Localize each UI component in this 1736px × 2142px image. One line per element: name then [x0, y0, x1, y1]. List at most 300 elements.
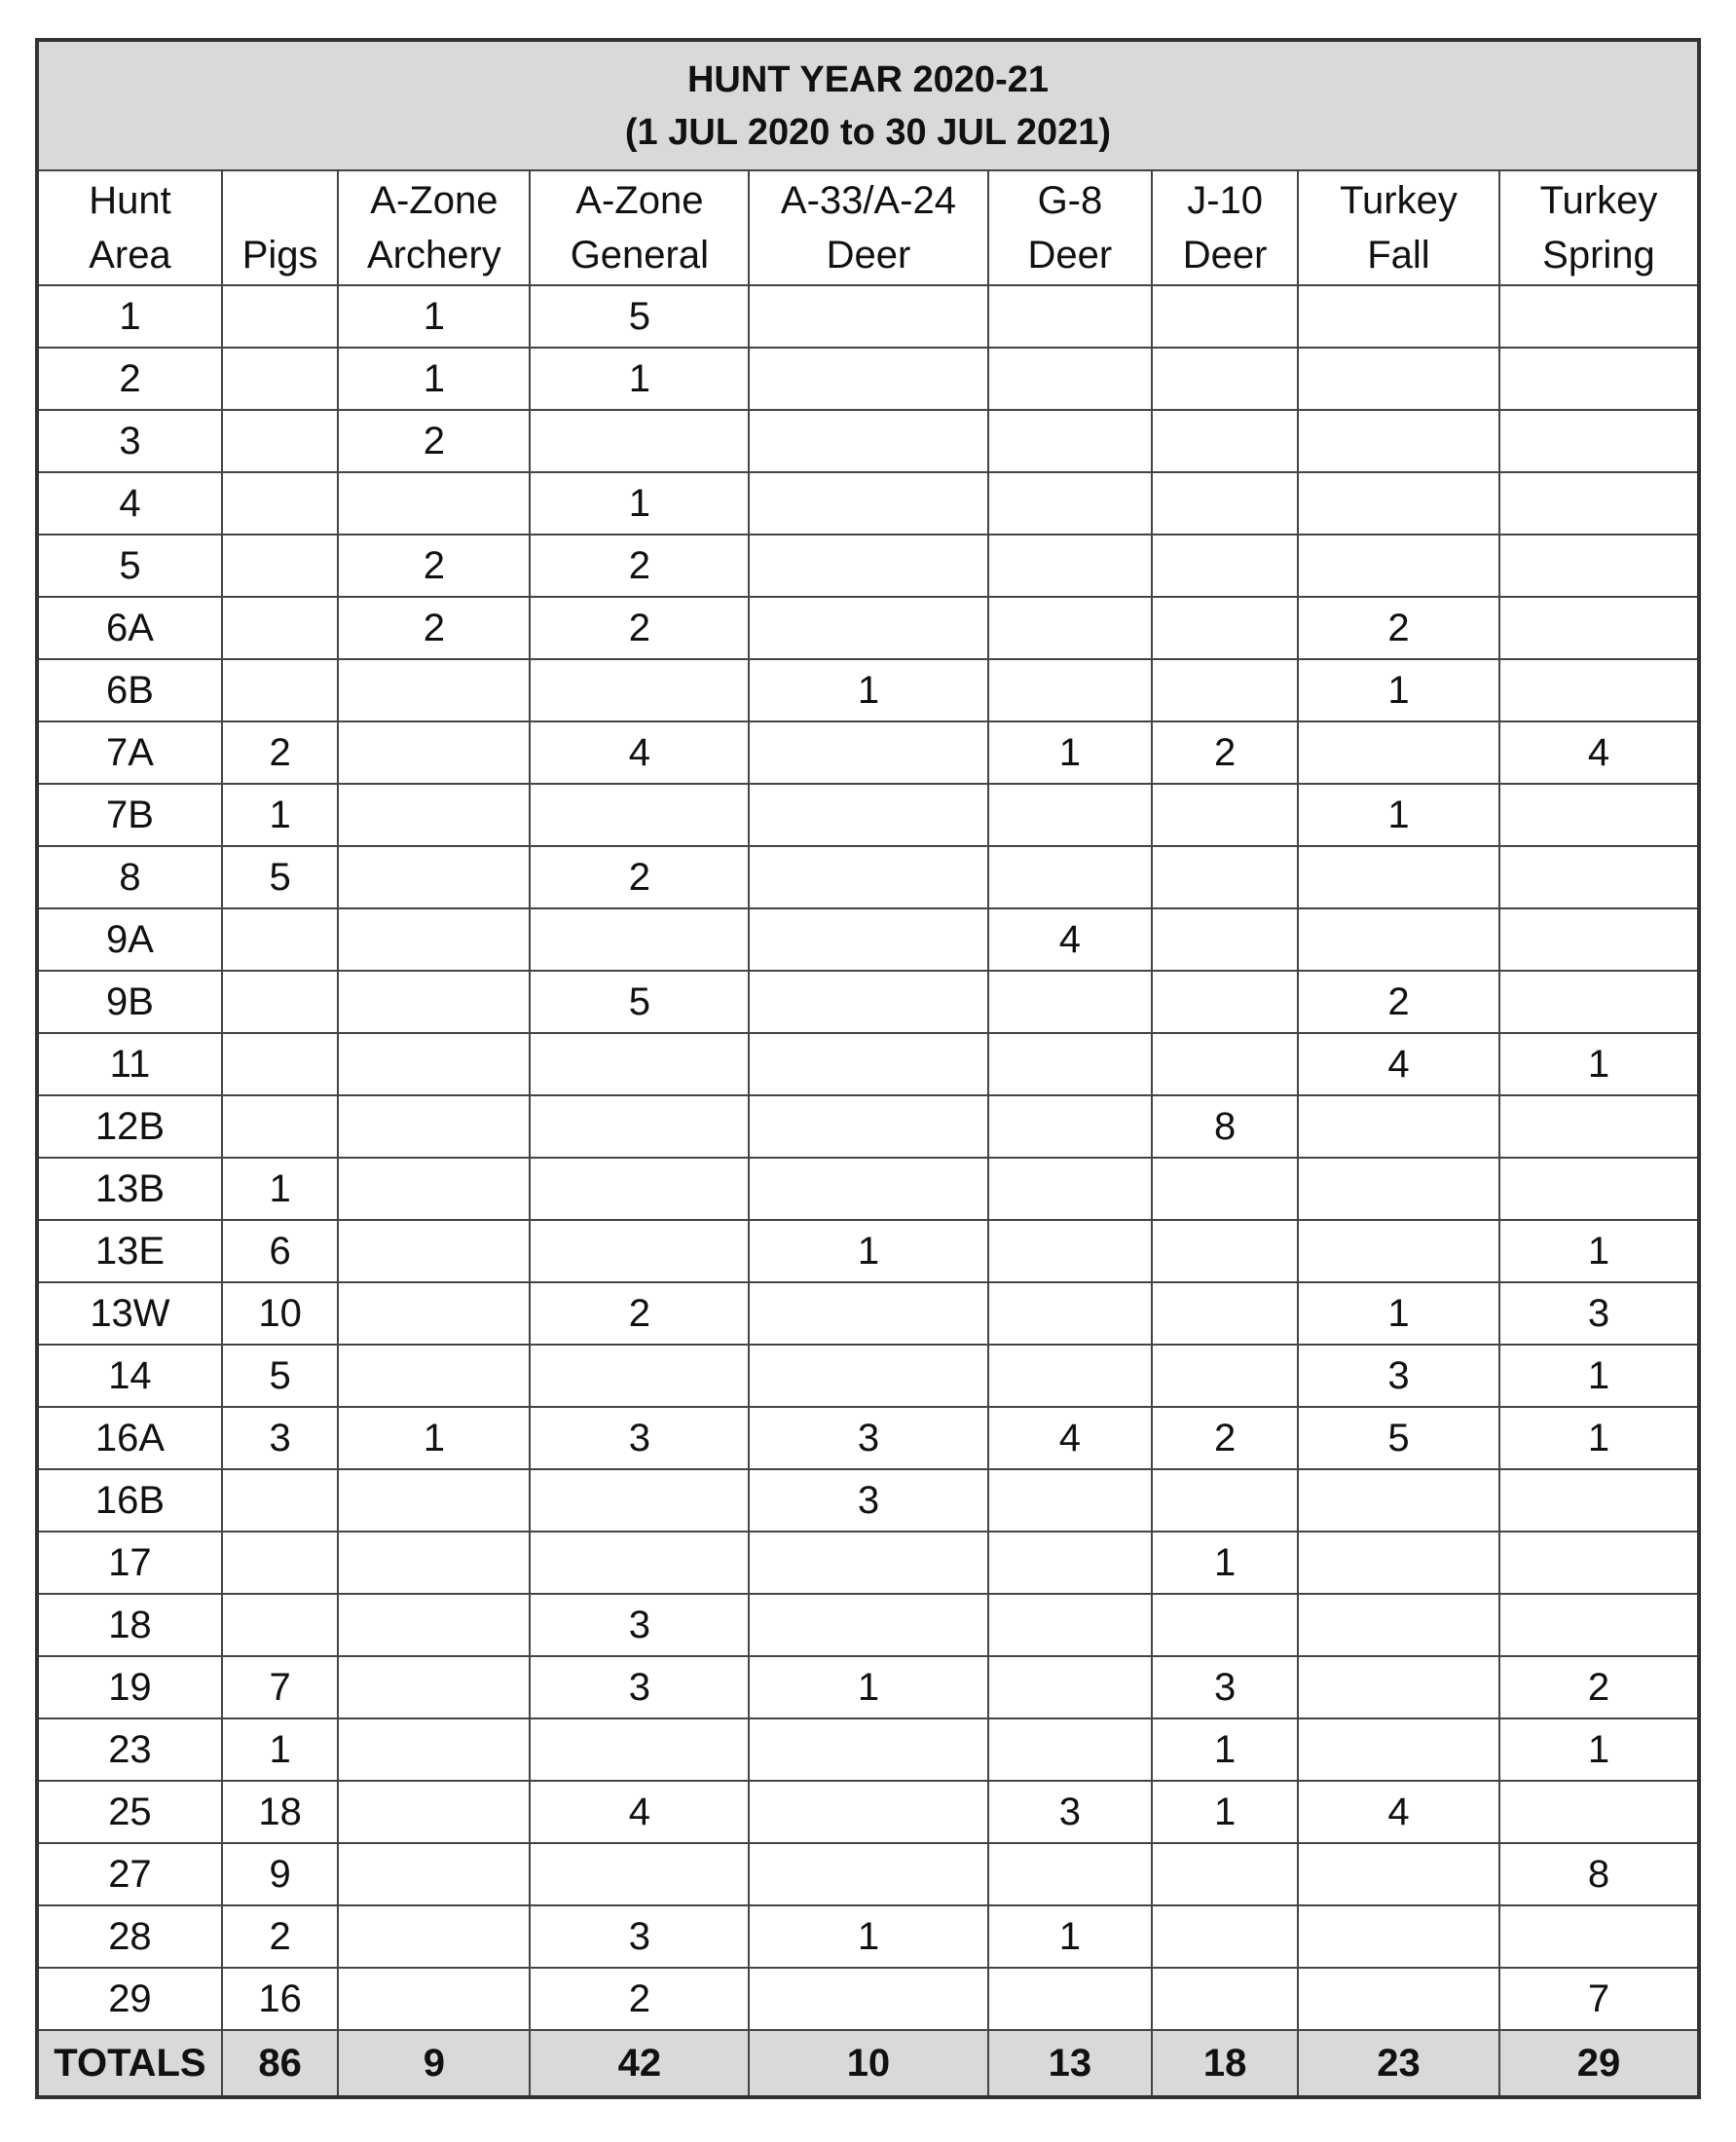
table-cell	[222, 1033, 339, 1095]
table-cell	[338, 659, 530, 721]
table-row	[37, 1843, 1699, 1905]
table-cell: 1	[1499, 1345, 1699, 1407]
table-cell: 3	[988, 1781, 1153, 1843]
hunt-area-cell: 7B	[37, 784, 222, 846]
table-cell	[222, 908, 339, 971]
column-header-line2: General	[570, 234, 709, 277]
table-cell	[338, 1095, 530, 1158]
column-header-line2: Deer	[826, 234, 911, 277]
column-header-row	[37, 170, 1699, 285]
table-cell	[222, 285, 339, 348]
table-cell	[988, 597, 1153, 659]
column-header-line2: Pigs	[241, 234, 318, 277]
table-cell	[988, 1718, 1153, 1781]
hunt-area-cell: 5	[37, 535, 222, 597]
hunt-area-cell: 11	[37, 1033, 222, 1095]
table-cell	[1152, 285, 1298, 348]
table-cell	[988, 1282, 1153, 1345]
table-row	[37, 1282, 1699, 1345]
hunt-area-cell: 12B	[37, 1095, 222, 1158]
table-cell	[338, 1532, 530, 1594]
table-cell	[749, 410, 987, 472]
table-cell	[749, 535, 987, 597]
table-cell: 3	[530, 1905, 749, 1968]
table-cell	[222, 1594, 339, 1656]
table-cell	[222, 1532, 339, 1594]
column-header	[988, 170, 1153, 285]
table-cell	[1152, 1594, 1298, 1656]
table-cell: 5	[530, 285, 749, 348]
table-cell	[338, 1656, 530, 1718]
table-cell: 3	[530, 1656, 749, 1718]
hunt-area-cell: 18	[37, 1594, 222, 1656]
table-cell	[1298, 846, 1499, 908]
table-cell: 5	[1298, 1407, 1499, 1469]
totals-label: TOTALS	[37, 2030, 222, 2097]
table-cell: 9	[222, 1843, 339, 1905]
table-cell	[1298, 410, 1499, 472]
column-header-line1: A-Zone	[370, 179, 499, 222]
table-cell	[988, 1656, 1153, 1718]
table-cell: 7	[1499, 1968, 1699, 2030]
table-row	[37, 1158, 1699, 1220]
column-header-line1: A-Zone	[575, 179, 704, 222]
table-cell	[1499, 1158, 1699, 1220]
totals-cell: 29	[1499, 2030, 1699, 2097]
hunt-area-cell: 29	[37, 1968, 222, 2030]
table-cell: 5	[530, 971, 749, 1033]
table-cell: 3	[530, 1407, 749, 1469]
table-cell	[988, 1532, 1153, 1594]
table-cell: 4	[988, 1407, 1153, 1469]
table-cell	[1298, 1095, 1499, 1158]
table-cell: 1	[1152, 1781, 1298, 1843]
table-cell: 1	[749, 1220, 987, 1282]
column-header-line2: Deer	[1027, 234, 1113, 277]
table-cell	[988, 410, 1153, 472]
table-cell	[338, 472, 530, 535]
column-header-line2: Fall	[1367, 234, 1430, 277]
table-row	[37, 597, 1699, 659]
table-cell	[338, 1594, 530, 1656]
table-cell	[1499, 1781, 1699, 1843]
table-cell: 5	[222, 846, 339, 908]
table-cell	[749, 846, 987, 908]
table-cell: 4	[1298, 1781, 1499, 1843]
table-cell	[338, 1282, 530, 1345]
column-header	[1298, 170, 1499, 285]
table-cell	[749, 721, 987, 784]
table-cell: 2	[338, 597, 530, 659]
table-cell	[1152, 1158, 1298, 1220]
table-row	[37, 1220, 1699, 1282]
hunt-area-cell: 6B	[37, 659, 222, 721]
table-cell	[338, 721, 530, 784]
table-cell	[530, 1033, 749, 1095]
table-cell: 2	[1152, 721, 1298, 784]
table-cell: 6	[222, 1220, 339, 1282]
table-cell	[1152, 659, 1298, 721]
hunt-year-table	[35, 38, 1701, 2099]
table-cell: 2	[530, 1968, 749, 2030]
hunt-area-cell: 13W	[37, 1282, 222, 1345]
table-cell: 2	[338, 410, 530, 472]
table-cell	[1298, 908, 1499, 971]
table-cell	[338, 1781, 530, 1843]
table-cell	[988, 1469, 1153, 1532]
table-cell	[988, 1158, 1153, 1220]
table-cell	[749, 784, 987, 846]
table-cell: 10	[222, 1282, 339, 1345]
table-cell: 1	[222, 784, 339, 846]
hunt-area-cell: 8	[37, 846, 222, 908]
column-header	[338, 170, 530, 285]
table-cell: 8	[1152, 1095, 1298, 1158]
table-cell	[988, 846, 1153, 908]
table-cell: 1	[530, 472, 749, 535]
table-cell	[749, 1718, 987, 1781]
table-cell	[1152, 1905, 1298, 1968]
table-cell	[338, 1905, 530, 1968]
column-header-line2: Area	[89, 234, 171, 277]
table-cell	[1499, 535, 1699, 597]
title-line-1: HUNT YEAR 2020-21	[686, 58, 1049, 100]
table-cell: 7	[222, 1656, 339, 1718]
table-cell	[1298, 1220, 1499, 1282]
table-cell	[530, 1718, 749, 1781]
hunt-area-cell: 17	[37, 1532, 222, 1594]
column-header	[749, 170, 987, 285]
column-header-line1: J-10	[1187, 179, 1264, 222]
table-cell: 2	[530, 1282, 749, 1345]
table-cell	[1298, 721, 1499, 784]
table-cell	[749, 1968, 987, 2030]
table-cell	[530, 1345, 749, 1407]
table-row	[37, 1905, 1699, 1968]
table-cell	[1499, 1594, 1699, 1656]
table-cell: 3	[1499, 1282, 1699, 1345]
table-cell	[1298, 285, 1499, 348]
table-row	[37, 1532, 1699, 1594]
table-cell	[1298, 1158, 1499, 1220]
table-cell	[749, 285, 987, 348]
table-cell	[988, 1220, 1153, 1282]
column-header-line1: Turkey	[1539, 179, 1658, 222]
table-row	[37, 348, 1699, 410]
table-row	[37, 1033, 1699, 1095]
table-cell	[1152, 1282, 1298, 1345]
table-cell	[1499, 1095, 1699, 1158]
table-cell	[988, 659, 1153, 721]
table-cell	[988, 1968, 1153, 2030]
table-cell	[1499, 1532, 1699, 1594]
table-cell	[1499, 1469, 1699, 1532]
column-header-line1	[223, 173, 338, 228]
table-cell: 1	[222, 1718, 339, 1781]
table-cell	[1298, 348, 1499, 410]
table-cell	[988, 535, 1153, 597]
table-cell	[1152, 410, 1298, 472]
table-cell	[988, 285, 1153, 348]
table-cell: 3	[1298, 1345, 1499, 1407]
table-cell	[1152, 597, 1298, 659]
table-cell	[530, 410, 749, 472]
table-cell	[1298, 1532, 1499, 1594]
table-cell	[1499, 659, 1699, 721]
table-cell	[222, 1469, 339, 1532]
table-cell	[749, 971, 987, 1033]
table-cell: 1	[1499, 1407, 1699, 1469]
table-cell	[1152, 1345, 1298, 1407]
table-cell: 1	[1499, 1033, 1699, 1095]
hunt-area-cell: 19	[37, 1656, 222, 1718]
table-cell	[1499, 348, 1699, 410]
table-cell	[1298, 1905, 1499, 1968]
table-cell: 1	[338, 1407, 530, 1469]
table-cell	[749, 1158, 987, 1220]
table-cell: 2	[1499, 1656, 1699, 1718]
table-cell	[988, 1594, 1153, 1656]
table-cell	[988, 1843, 1153, 1905]
table-cell	[749, 1095, 987, 1158]
hunt-area-cell: 25	[37, 1781, 222, 1843]
table-cell	[530, 1469, 749, 1532]
table-cell	[1152, 1968, 1298, 2030]
table-cell: 1	[1298, 1282, 1499, 1345]
table-cell: 18	[222, 1781, 339, 1843]
hunt-area-cell: 16B	[37, 1469, 222, 1532]
table-cell	[1298, 1656, 1499, 1718]
table-row	[37, 410, 1699, 472]
table-cell	[338, 971, 530, 1033]
table-cell	[988, 971, 1153, 1033]
column-header	[530, 170, 749, 285]
table-cell	[749, 597, 987, 659]
table-cell: 2	[1298, 971, 1499, 1033]
hunt-area-cell: 4	[37, 472, 222, 535]
hunt-area-cell: 13E	[37, 1220, 222, 1282]
table-row	[37, 784, 1699, 846]
hunt-area-cell: 6A	[37, 597, 222, 659]
table-cell: 4	[530, 721, 749, 784]
table-cell	[1152, 1220, 1298, 1282]
table-cell: 1	[222, 1158, 339, 1220]
table-cell	[988, 1345, 1153, 1407]
table-cell: 3	[530, 1594, 749, 1656]
table-cell	[338, 1718, 530, 1781]
table-cell	[749, 348, 987, 410]
table-cell	[338, 1345, 530, 1407]
table-row	[37, 659, 1699, 721]
table-cell: 2	[1152, 1407, 1298, 1469]
title-row	[37, 40, 1699, 170]
table-cell	[1152, 472, 1298, 535]
table-cell	[222, 971, 339, 1033]
table-cell	[1298, 1718, 1499, 1781]
table-cell: 1	[1499, 1718, 1699, 1781]
table-cell: 2	[530, 846, 749, 908]
totals-cell: 42	[530, 2030, 749, 2097]
totals-cell: 10	[749, 2030, 987, 2097]
table-cell: 4	[530, 1781, 749, 1843]
table-cell	[338, 1968, 530, 2030]
hunt-area-cell: 16A	[37, 1407, 222, 1469]
table-body	[37, 285, 1699, 2030]
table-row	[37, 1781, 1699, 1843]
table-cell: 4	[1499, 721, 1699, 784]
hunt-area-cell: 27	[37, 1843, 222, 1905]
column-header	[1152, 170, 1298, 285]
hunt-area-cell: 13B	[37, 1158, 222, 1220]
table-cell	[1499, 908, 1699, 971]
table-cell	[749, 1594, 987, 1656]
hunt-area-cell: 23	[37, 1718, 222, 1781]
table-cell	[338, 908, 530, 971]
table-row	[37, 1594, 1699, 1656]
table-cell: 1	[749, 1656, 987, 1718]
hunt-area-cell: 3	[37, 410, 222, 472]
table-cell	[749, 1781, 987, 1843]
table-cell	[530, 1095, 749, 1158]
table-row	[37, 971, 1699, 1033]
table-cell	[1298, 1843, 1499, 1905]
totals-row	[37, 2030, 1699, 2097]
table-cell	[222, 472, 339, 535]
table-cell	[749, 1345, 987, 1407]
table-cell	[530, 1158, 749, 1220]
table-cell: 1	[1152, 1532, 1298, 1594]
table-cell	[1152, 908, 1298, 971]
table-cell	[1298, 1968, 1499, 2030]
table-cell	[530, 1220, 749, 1282]
table-cell	[1499, 784, 1699, 846]
table-cell	[1152, 1469, 1298, 1532]
table-row	[37, 1469, 1699, 1532]
column-header-line1: A-33/A-24	[780, 179, 956, 222]
table-cell	[338, 1469, 530, 1532]
table-cell	[749, 1033, 987, 1095]
totals-cell: 23	[1298, 2030, 1499, 2097]
table-cell: 3	[749, 1469, 987, 1532]
table-cell: 1	[530, 348, 749, 410]
table-cell: 5	[222, 1345, 339, 1407]
table-cell: 1	[1499, 1220, 1699, 1282]
table-cell	[338, 1158, 530, 1220]
column-header	[222, 170, 339, 285]
table-cell	[1499, 971, 1699, 1033]
totals-cell: 9	[338, 2030, 530, 2097]
table-cell	[749, 472, 987, 535]
table-cell	[1298, 472, 1499, 535]
hunt-area-cell: 7A	[37, 721, 222, 784]
hunt-area-cell: 28	[37, 1905, 222, 1968]
table-cell: 3	[749, 1407, 987, 1469]
table-cell: 1	[988, 1905, 1153, 1968]
table-cell	[749, 1282, 987, 1345]
table-cell	[222, 535, 339, 597]
table-row	[37, 1407, 1699, 1469]
column-header	[1499, 170, 1699, 285]
table-title	[37, 40, 1699, 170]
column-header-line1: G-8	[1037, 179, 1103, 222]
table-cell	[1499, 597, 1699, 659]
table-cell	[1499, 1905, 1699, 1968]
table-cell: 1	[749, 659, 987, 721]
table-row	[37, 908, 1699, 971]
table-cell: 8	[1499, 1843, 1699, 1905]
table-cell: 3	[222, 1407, 339, 1469]
table-cell: 2	[1298, 597, 1499, 659]
table-cell	[530, 659, 749, 721]
hunt-area-cell: 9A	[37, 908, 222, 971]
totals-cell: 18	[1152, 2030, 1298, 2097]
table-cell: 2	[530, 597, 749, 659]
column-header-line2: Spring	[1542, 234, 1655, 277]
table-row	[37, 1968, 1699, 2030]
table-cell: 1	[338, 285, 530, 348]
table-cell	[749, 908, 987, 971]
table-cell	[988, 1033, 1153, 1095]
column-header-line1: Turkey	[1340, 179, 1458, 222]
column-header-line2: Deer	[1182, 234, 1268, 277]
column-header	[37, 170, 222, 285]
table-cell	[1152, 971, 1298, 1033]
title-line-2: (1 JUL 2020 to 30 JUL 2021)	[624, 111, 1112, 153]
table-row	[37, 1095, 1699, 1158]
table-cell: 16	[222, 1968, 339, 2030]
table-cell	[338, 1033, 530, 1095]
table-cell	[1152, 1843, 1298, 1905]
table-cell	[749, 1532, 987, 1594]
table-cell	[1499, 285, 1699, 348]
table-cell	[1298, 1469, 1499, 1532]
table-cell	[1499, 410, 1699, 472]
table-cell	[338, 784, 530, 846]
table-cell	[222, 1095, 339, 1158]
table-cell: 2	[530, 535, 749, 597]
table-cell	[988, 1095, 1153, 1158]
table-cell	[1152, 846, 1298, 908]
totals-cell: 13	[988, 2030, 1153, 2097]
table-cell	[1499, 846, 1699, 908]
column-header-line1: Hunt	[89, 179, 171, 222]
table-cell	[988, 784, 1153, 846]
table-cell: 1	[1298, 784, 1499, 846]
table-row	[37, 1345, 1699, 1407]
table-cell: 4	[1298, 1033, 1499, 1095]
table-cell: 1	[1152, 1718, 1298, 1781]
hunt-area-cell: 14	[37, 1345, 222, 1407]
table-cell	[222, 410, 339, 472]
table-row	[37, 472, 1699, 535]
hunt-area-cell: 9B	[37, 971, 222, 1033]
table-cell	[1152, 535, 1298, 597]
table-cell: 1	[338, 348, 530, 410]
table-cell: 2	[222, 721, 339, 784]
table-cell	[222, 348, 339, 410]
table-cell: 2	[222, 1905, 339, 1968]
table-row	[37, 846, 1699, 908]
table-cell	[749, 1843, 987, 1905]
table-cell: 2	[338, 535, 530, 597]
totals-cell: 86	[222, 2030, 339, 2097]
table-row	[37, 1718, 1699, 1781]
table-cell	[530, 1532, 749, 1594]
table-row	[37, 535, 1699, 597]
table-cell	[1152, 348, 1298, 410]
table-cell: 1	[1298, 659, 1499, 721]
table-cell	[222, 659, 339, 721]
